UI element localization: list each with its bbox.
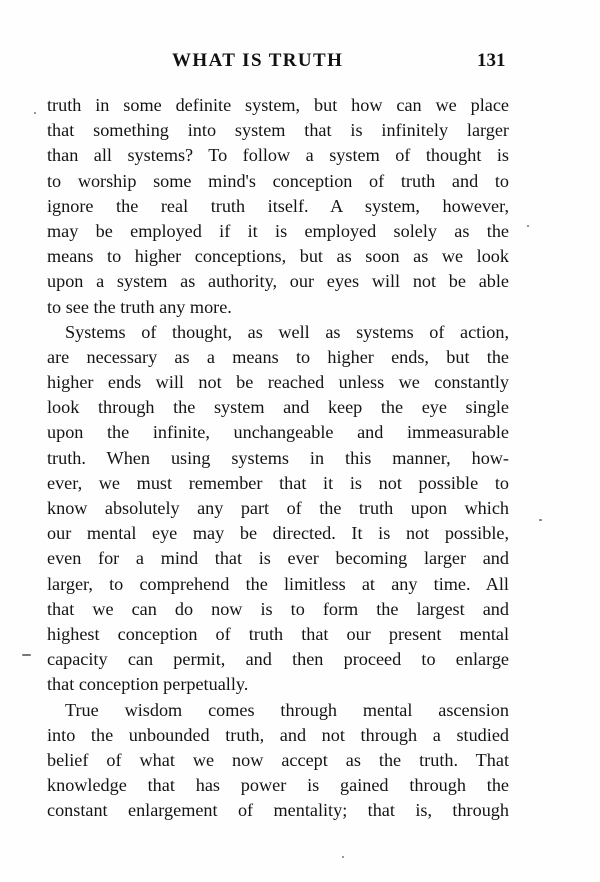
- running-head: [0, 50, 600, 76]
- text-line: our mental eye may be directed. It is not possible,: [47, 523, 509, 544]
- text-line: ever, we must remember that it is not possible to: [47, 472, 509, 493]
- text-line: that we can do now is to form the largest and: [47, 598, 509, 619]
- text-line: knowledge that has power is gained through the: [47, 775, 509, 796]
- body-text: [47, 93, 509, 823]
- text-line: highest conception of truth that our present mental: [47, 623, 509, 644]
- text-line: may be employed if it is employed solely as the: [47, 220, 509, 241]
- scan-speck: [34, 112, 36, 114]
- text-line: means to higher conceptions, but as soon as we look: [47, 246, 509, 267]
- text-line: know absolutely any part of the truth upon which: [47, 498, 509, 518]
- text-line: capacity can permit, and then proceed to enlarge: [47, 649, 509, 670]
- text-line: higher ends will not be reached unless we constantly: [47, 372, 509, 393]
- paragraph-2: [47, 320, 509, 698]
- scan-speck: [22, 654, 31, 656]
- text-line: True wisdom comes through mental ascension: [65, 699, 509, 720]
- text-line: are necessary as a means to higher ends, but the: [47, 346, 509, 367]
- text-line: constant enlargement of mentality; that is, through: [47, 800, 509, 821]
- text-line: to see the truth any more.: [47, 296, 232, 317]
- paragraph-3: [47, 698, 509, 824]
- text-line: upon a system as authority, our eyes will not be able: [47, 271, 509, 292]
- page-number: 131: [477, 50, 506, 71]
- text-line: Systems of thought, as well as systems of action,: [65, 321, 509, 342]
- text-line: truth. When using systems in this manner, how-: [47, 447, 509, 468]
- text-line: into the unbounded truth, and not through a studied: [47, 724, 509, 745]
- scan-speck: [342, 856, 344, 858]
- text-line: that something into system that is infinitely larger: [47, 120, 509, 141]
- scan-speck: [527, 225, 529, 227]
- scan-speck: [539, 519, 542, 521]
- text-line: than all systems? To follow a system of thought is: [47, 145, 509, 166]
- text-line: to worship some mind's conception of truth and to: [47, 170, 509, 191]
- text-line: that conception perpetually.: [47, 674, 249, 695]
- running-title: WHAT IS TRUTH: [172, 50, 344, 71]
- text-line: upon the infinite, unchangeable and immeasurable: [47, 422, 509, 443]
- text-line: belief of what we now accept as the truth. That: [47, 749, 509, 770]
- text-line: ignore the real truth itself. A system, however,: [47, 195, 509, 216]
- text-line: even for a mind that is ever becoming larger and: [47, 548, 509, 569]
- text-line: larger, to comprehend the limitless at any time. All: [47, 573, 509, 594]
- paragraph-1: [47, 93, 509, 320]
- text-line: truth in some definite system, but how can we place: [47, 95, 509, 115]
- text-line: look through the system and keep the eye single: [47, 397, 509, 418]
